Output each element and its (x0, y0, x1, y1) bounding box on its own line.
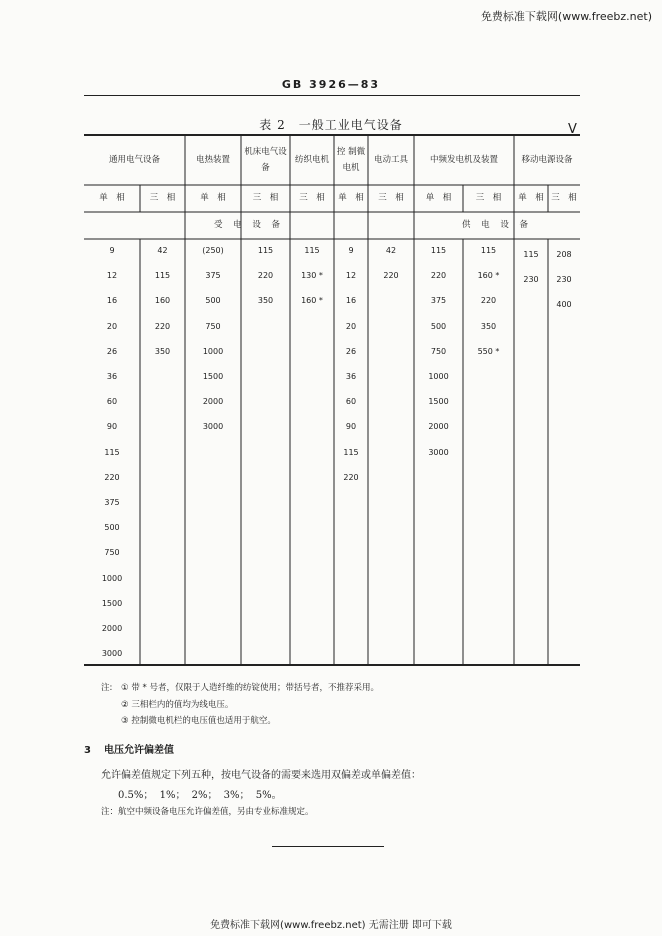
table-cell: 115 (154, 271, 171, 281)
table-cell: 90 (106, 422, 118, 432)
table-cell: 20 (106, 321, 118, 331)
table-cell: 12 (106, 271, 118, 281)
col-header-general: 通用电气设备 (108, 154, 160, 165)
col-header-mid-freq: 中频发电机及装置 (429, 154, 498, 165)
table-cell: 130 * (301, 271, 323, 281)
note-item: ③ 控制微电机栏的电压值也适用于航空。 (121, 716, 276, 726)
table-cell: 208 (556, 250, 572, 259)
document-header: GB 3926—83 (281, 78, 381, 91)
table-cell: 230 (523, 275, 539, 285)
subheader-three: 三 相 (299, 193, 325, 204)
table-cell: 1000 (101, 573, 123, 583)
table-cell: 220 (104, 472, 120, 482)
table-cell: 220 (480, 296, 497, 306)
table-cell: 375 (205, 271, 221, 281)
table-cell: 26 (106, 346, 118, 356)
end-rule (272, 846, 384, 847)
table-cell: 550 * (477, 346, 500, 356)
section-paragraph: 允许偏差值规定下列五种，按电气设备的需要来选用双偏差或单偏差值： (101, 770, 421, 781)
deviation-values: 0.5%； 1%； 2%； 3%； 5%。 (118, 790, 282, 801)
group-supply-equipment: 供 电 设 备 (461, 220, 533, 231)
table-cell: 12 (345, 271, 357, 281)
table-cell: 500 (205, 296, 221, 306)
section-number: 3 (84, 745, 91, 756)
table-cell: 375 (430, 296, 447, 306)
table-cell: 1000 (428, 372, 449, 381)
table-cell: 350 (257, 296, 274, 306)
subheader-three: 三 相 (378, 193, 404, 204)
table-cell: 115 (430, 246, 447, 255)
table-cell: 42 (157, 246, 168, 255)
table-cell: 375 (104, 498, 120, 507)
table-cell: 60 (106, 397, 118, 407)
table-cell: 3000 (202, 422, 224, 432)
table-cell: (250) (202, 246, 224, 255)
table-cell: 1000 (202, 346, 224, 356)
table-cell: 16 (106, 296, 118, 306)
col-header-machine-tool: 机床电气设备 (244, 146, 287, 173)
table-cell: 160 (154, 296, 171, 306)
table-cell: 220 (257, 271, 274, 281)
table-cell: 20 (345, 321, 357, 331)
table-cell: 230 (556, 275, 572, 285)
table-cell: 160 * (301, 296, 323, 306)
col-header-power-tool: 电动工具 (373, 154, 408, 165)
unit-mark: V (568, 122, 577, 137)
table-cell: 750 (205, 321, 221, 331)
table-cell: 220 (383, 271, 399, 281)
table-cell: 750 (104, 548, 120, 558)
subheader-single: 单 相 (99, 193, 125, 204)
note-item: ① 带 * 号者，仅限于人造纤维的纺锭使用；带括号者，不推荐采用。 (121, 683, 379, 693)
section-heading (84, 741, 174, 756)
table-cell: 750 (430, 346, 447, 356)
table-cell: 350 (480, 321, 497, 331)
col-header-heating: 电热装置 (195, 154, 230, 165)
col-header-textile: 纺织电机 (294, 154, 329, 165)
table-cell: 115 (523, 250, 539, 259)
subheader-three: 三 相 (551, 193, 577, 204)
table-cell: 500 (104, 523, 120, 533)
table-cell: 115 (343, 447, 359, 457)
table-cell: 36 (345, 372, 357, 381)
table-cell: 115 (480, 246, 497, 255)
table-cell: 115 (104, 447, 120, 457)
table-cell: 90 (345, 422, 357, 432)
col-header-mobile-power: 移动电源设备 (521, 154, 573, 165)
group-receive-equipment: 受 电 设 备 (213, 220, 285, 231)
table-cell: 160 * (477, 271, 500, 281)
subheader-three: 三 相 (475, 193, 502, 204)
note-item: ② 三相栏内的值均为线电压。 (121, 700, 234, 710)
subheader-single: 单 相 (338, 193, 364, 204)
table-cell: 3000 (101, 649, 123, 659)
table-cell: 220 (154, 321, 171, 331)
subheader-single: 单 相 (425, 193, 452, 204)
site-watermark: 免费标准下载网(www.freebz.net) (480, 10, 652, 23)
table-cell: 500 (430, 321, 447, 331)
table-cell: 115 (257, 246, 274, 255)
notes-prefix: 注: (101, 683, 113, 693)
table-cell: 220 (343, 472, 359, 482)
table-cell: 350 (154, 346, 171, 356)
table-cell: 1500 (101, 598, 123, 608)
col-header-control-motor: 控 制微电机 (336, 146, 366, 173)
table-cell: 42 (385, 246, 397, 255)
table-cell: 400 (556, 300, 572, 310)
table-cell: 3000 (428, 447, 449, 457)
section-title: 电压允许偏差值 (104, 745, 174, 756)
subheader-single: 单 相 (200, 193, 226, 204)
table-cell: 36 (106, 372, 118, 381)
subheader-single: 单 相 (518, 193, 544, 204)
subheader-three: 三 相 (252, 193, 279, 204)
table-cell: 1500 (202, 372, 224, 381)
table-cell: 220 (430, 271, 447, 281)
table-cell: 9 (348, 246, 354, 255)
table-cell: 115 (304, 246, 320, 255)
table-cell: 60 (345, 397, 357, 407)
table-cell: 16 (345, 296, 357, 306)
table-cell: 1500 (428, 397, 449, 407)
table-title: 表 2 一般工业电气设备 (259, 118, 403, 132)
table-cell: 9 (109, 246, 115, 255)
table-cell: 2000 (101, 624, 123, 633)
table-cell: 2000 (202, 397, 224, 407)
table-cell: 26 (345, 346, 357, 356)
footer-watermark: 免费标准下载网(www.freebz.net) 无需注册 即可下载 (210, 920, 452, 931)
section-note: 注：航空中频设备电压允许偏差值，另由专业标准规定。 (101, 807, 314, 817)
subheader-three: 三 相 (149, 193, 176, 204)
table-cell: 2000 (428, 422, 449, 432)
